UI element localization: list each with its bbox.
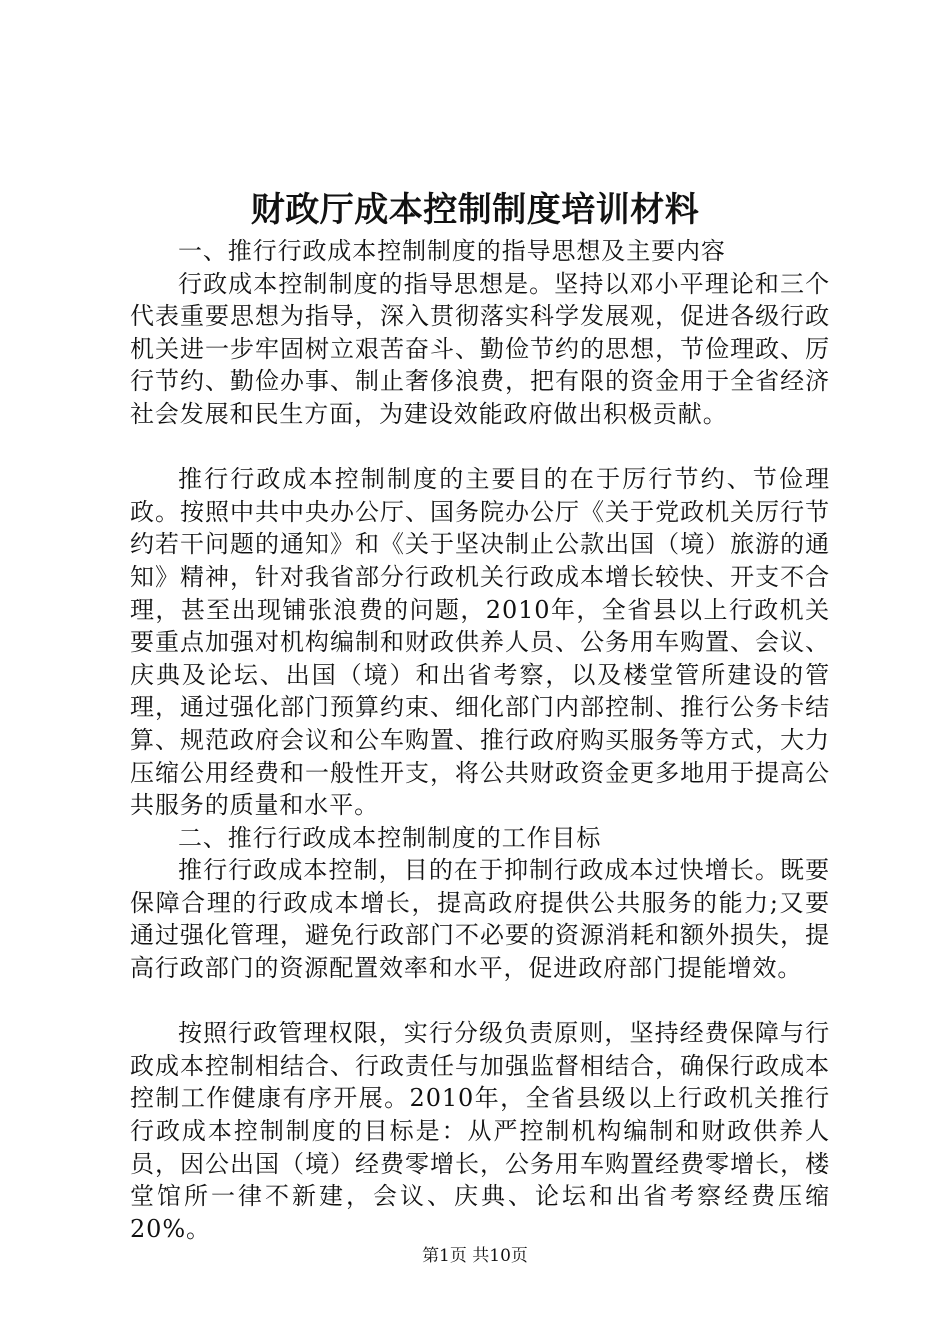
section-heading-2: 二、推行行政成本控制制度的工作目标 xyxy=(178,823,602,852)
section-heading-1: 一、推行行政成本控制制度的指导思想及主要内容 xyxy=(178,237,726,265)
document-title: 财政厅成本控制制度培训材料 xyxy=(250,190,700,230)
section-2-paragraph-2: 按照行政管理权限，实行分级负责原则，坚持经费保障与行政成本控制相结合、行政责任与加强监督相结合，确保行政成本控制工作健康有序开展。2010年，全省县级以上行政机关推行行政成本控制制度的目标是：从严控制机构编制和财政供养人员，因公出国（境）经费零增长，公务用车购置经费零增长，楼堂馆所一律不新建，会议、庆典、论坛和出省考察经费压缩20%。 xyxy=(130,1019,830,1243)
page-footer: 第1页 共10页 xyxy=(422,1246,528,1266)
section-1-paragraph-2: 推行行政成本控制制度的主要目的在于厉行节约、节俭理政。按照中共中央办公厅、国务院办公厅《关于党政机关厉行节约若干问题的通知》和《关于坚决制止公款出国（境）旅游的通知》精神，针对我省部分行政机关行政成本增长较快、开支不合理，甚至出现铺张浪费的问题，2010年，全省县以上行政机关要重点加强对机构编制和财政供养人员、公务用车购置、会议、庆典及论坛、出国（境）和出省考察，以及楼堂管所建设的管理，通过强化部门预算约束、细化部门内部控制、推行公务卡结算、规范政府会议和公车购置、推行政府购买服务等方式，大力压缩公用经费和一般性开支，将公共财政资金更多地用于提高公共服务的质量和水平。 xyxy=(130,465,830,820)
document-body xyxy=(130,235,830,1245)
section-2-paragraph-1: 推行行政成本控制，目的在于抑制行政成本过快增长。既要保障合理的行政成本增长，提高政府提供公共服务的能力;又要通过强化管理，避免行政部门不必要的资源消耗和额外损失，提高行政部门的资源配置效率和水平，促进政府部门提能增效。 xyxy=(130,856,830,983)
section-1-paragraph-1: 行政成本控制制度的指导思想是。坚持以邓小平理论和三个代表重要思想为指导，深入贯彻落实科学发展观，促进各级行政机关进一步牢固树立艰苦奋斗、勤俭节约的思想，节俭理政、厉行节约、勤俭办事、制止奢侈浪费，把有限的资金用于全省经济社会发展和民生方面，为建设效能政府做出积极贡献。 xyxy=(130,269,830,428)
